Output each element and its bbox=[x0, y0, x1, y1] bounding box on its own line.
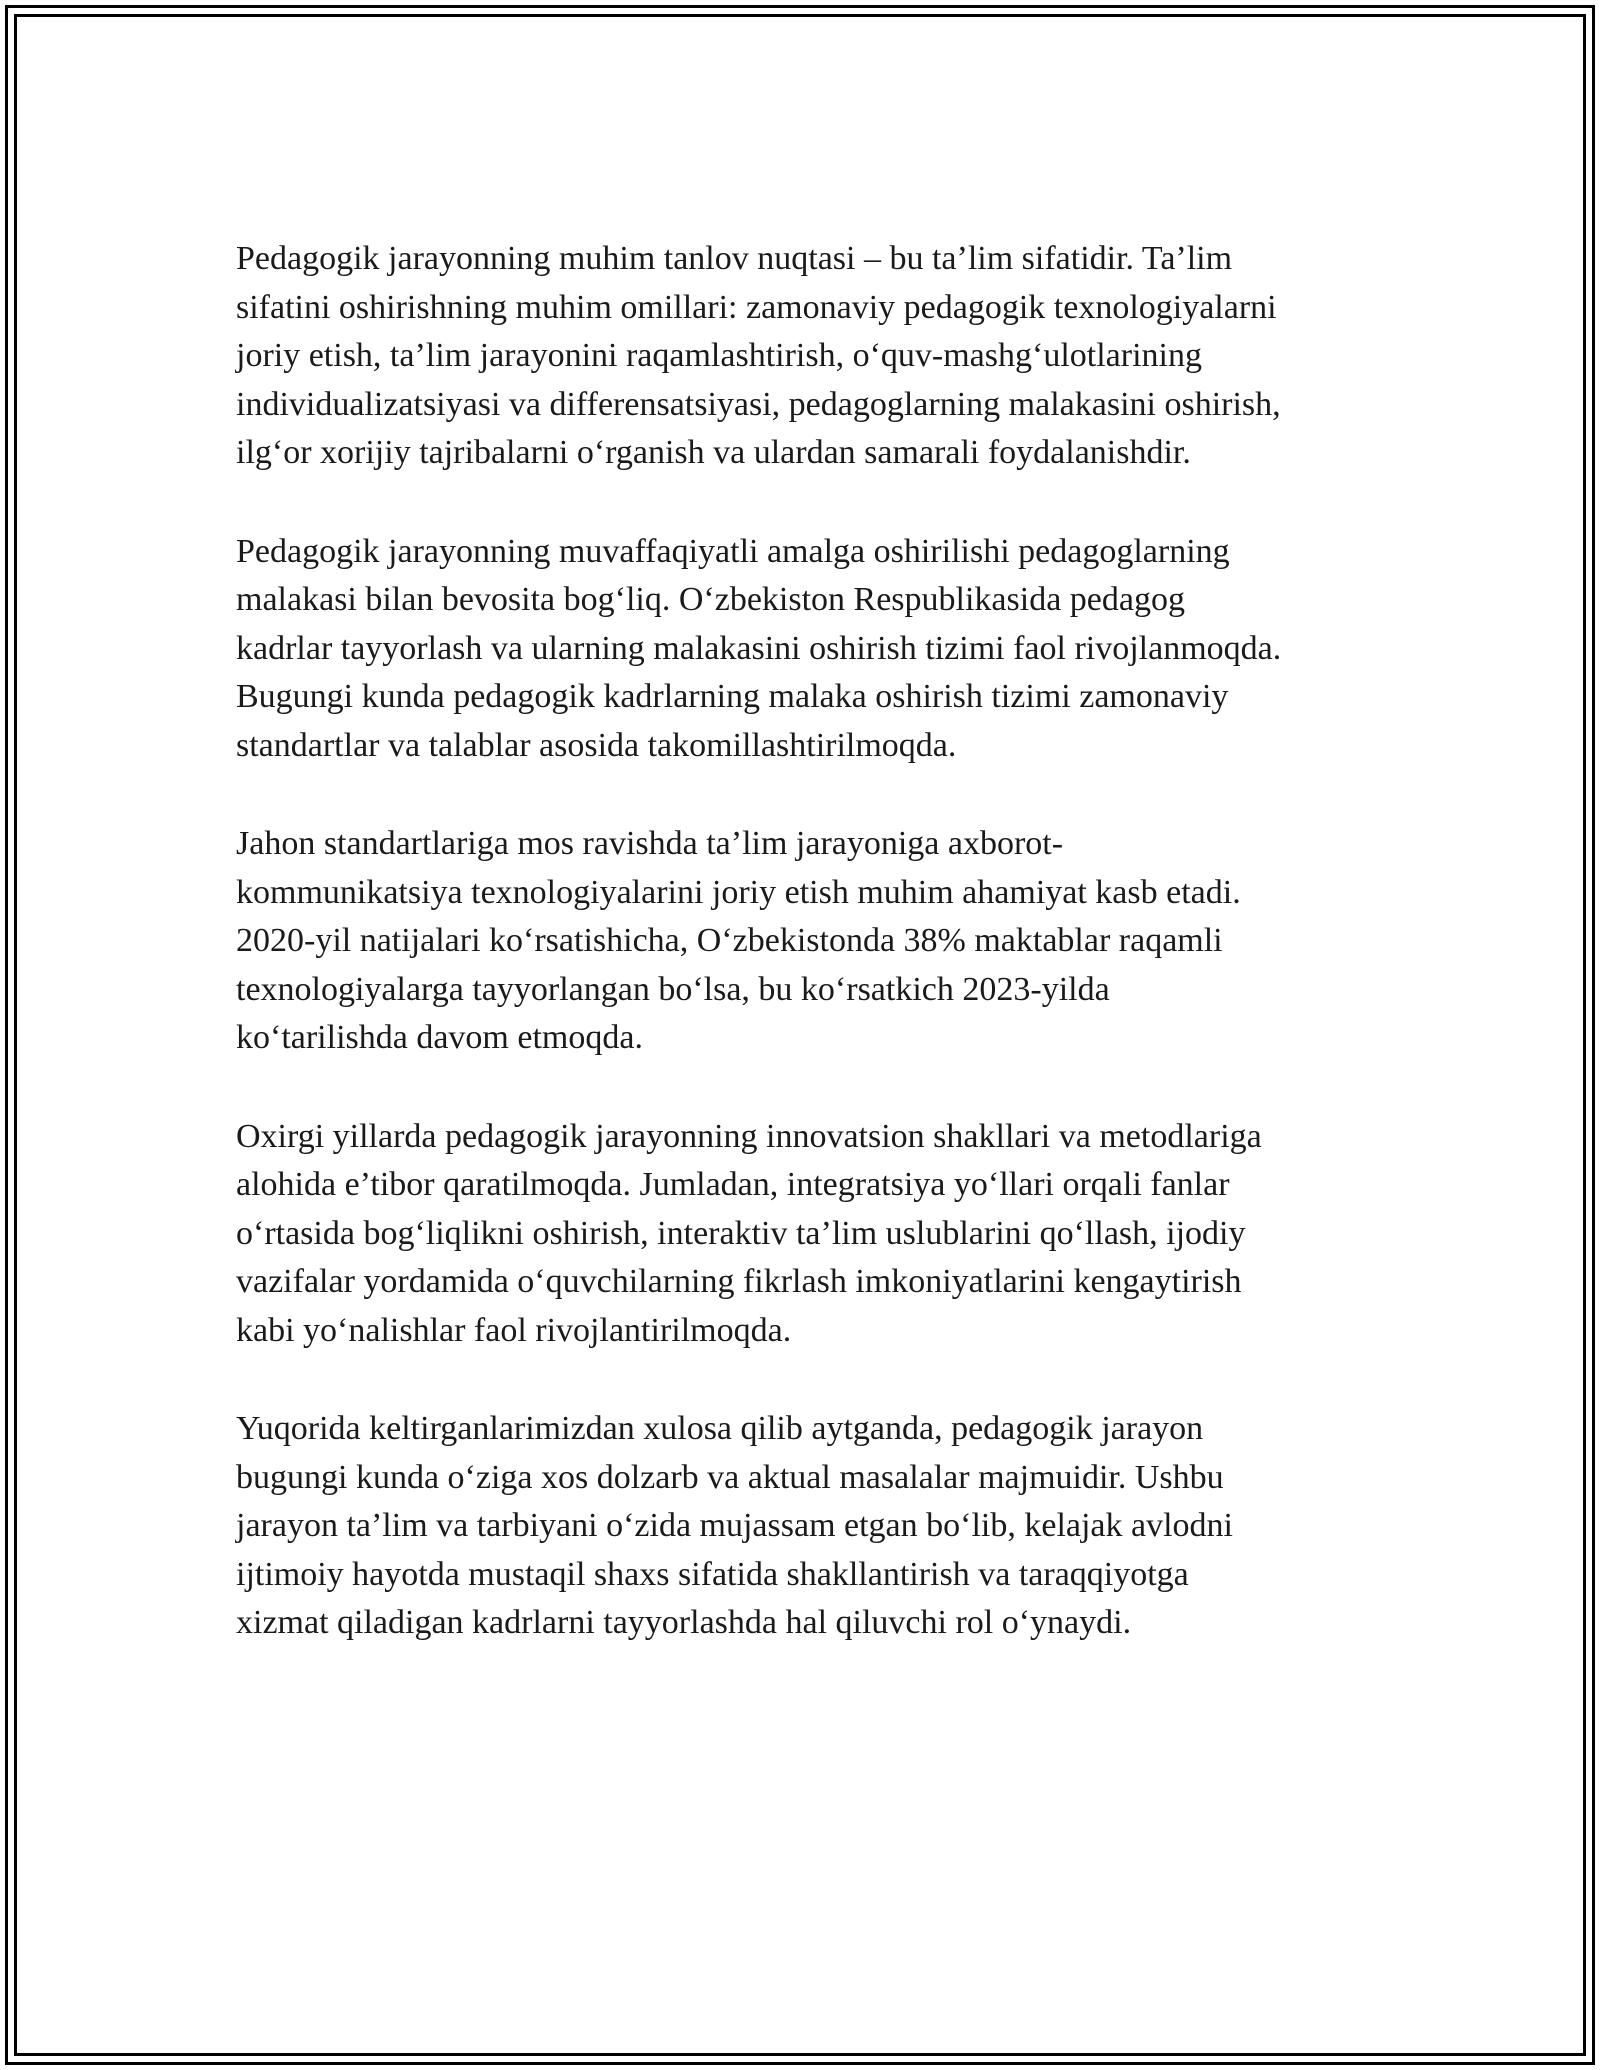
text-line: Bugungi kunda pedagogik kadrlarning malaka oshirish tizimi zamonaviy bbox=[236, 678, 1229, 715]
text-line: texnologiyalarga tayyorlangan bo‘lsa, bu ko‘rsatkich 2023-yilda bbox=[236, 970, 1110, 1008]
text-line: vazifalar yordamida o‘quvchilarning fikrlash imkoniyatlarini kengaytirish bbox=[236, 1263, 1242, 1300]
text-line: Yuqorida keltirganlarimizdan xulosa qilib aytganda, pedagogik jarayon bbox=[236, 1410, 1204, 1447]
text-line: kommunikatsiya texnologiyalarini joriy etish muhim ahamiyat kasb etadi. bbox=[236, 873, 1241, 911]
text-line: sifatini oshirishning muhim omillari: zamonaviy pedagogik texnologiyalarni bbox=[236, 288, 1277, 326]
text-line: alohida e’tibor qaratilmoqda. Jumladan, integratsiya yo‘llari orqali fanlar bbox=[236, 1166, 1230, 1203]
text-line: kadrlar tayyorlash va ularning malakasini oshirish tizimi faol rivojlanmoqda. bbox=[236, 629, 1282, 667]
text-line: jarayon ta’lim va tarbiyani o‘zida mujassam etgan bo‘lib, kelajak avlodni bbox=[236, 1507, 1234, 1544]
text-line: ijtimoiy hayotda mustaqil shaxs sifatida shakllantirish va taraqqiyotga bbox=[236, 1555, 1189, 1593]
text-line: Pedagogik jarayonning muhim tanlov nuqtasi – bu ta’lim sifatidir. Ta’lim bbox=[236, 240, 1233, 277]
text-line: ko‘tarilishda davom etmoqda. bbox=[236, 1019, 643, 1056]
text-line: Jahon standartlariga mos ravishda ta’lim jarayoniga axborot- bbox=[236, 825, 1064, 862]
text-line: 2020-yil natijalari ko‘rsatishicha, O‘zbekistonda 38% maktablar raqamli bbox=[236, 922, 1223, 959]
text-line: malakasi bilan bevosita bog‘liq. O‘zbekiston Respublikasida pedagog bbox=[236, 581, 1185, 618]
text-line: o‘rtasida bog‘liqlikni oshirish, interaktiv ta’lim uslublarini qo‘llash, ijodiy bbox=[236, 1214, 1246, 1252]
text-line: Oxirgi yillarda pedagogik jarayonning innovatsion shakllari va metodlariga bbox=[236, 1117, 1262, 1155]
text-line: bugungi kunda o‘ziga xos dolzarb va aktual masalalar majmuidir. Ushbu bbox=[236, 1458, 1224, 1496]
text-line: ilg‘or xorijiy tajribalarni o‘rganish va ulardan samarali foydalanishdir. bbox=[236, 434, 1191, 471]
text-line: Pedagogik jarayonning muvaffaqiyatli amalga oshirilishi pedagoglarning bbox=[236, 532, 1230, 570]
paragraph-2 bbox=[236, 528, 1366, 771]
paragraph-1 bbox=[236, 235, 1366, 478]
text-line: standartlar va talablar asosida takomillashtirilmoqda. bbox=[236, 726, 957, 764]
text-line: individualizatsiyasi va differensatsiyasi, pedagoglarning malakasini oshirish, bbox=[236, 385, 1281, 423]
paragraph-3 bbox=[236, 820, 1366, 1063]
paragraph-4 bbox=[236, 1113, 1366, 1356]
text-line: joriy etish, ta’lim jarayonini raqamlashtirish, o‘quv-mashg‘ulotlarining bbox=[236, 337, 1202, 374]
document-body bbox=[236, 235, 1366, 1698]
text-line: kabi yo‘nalishlar faol rivojlantirilmoqda. bbox=[236, 1311, 792, 1349]
text-line: xizmat qiladigan kadrlarni tayyorlashda hal qiluvchi rol o‘ynaydi. bbox=[236, 1604, 1132, 1641]
paragraph-5 bbox=[236, 1405, 1366, 1648]
